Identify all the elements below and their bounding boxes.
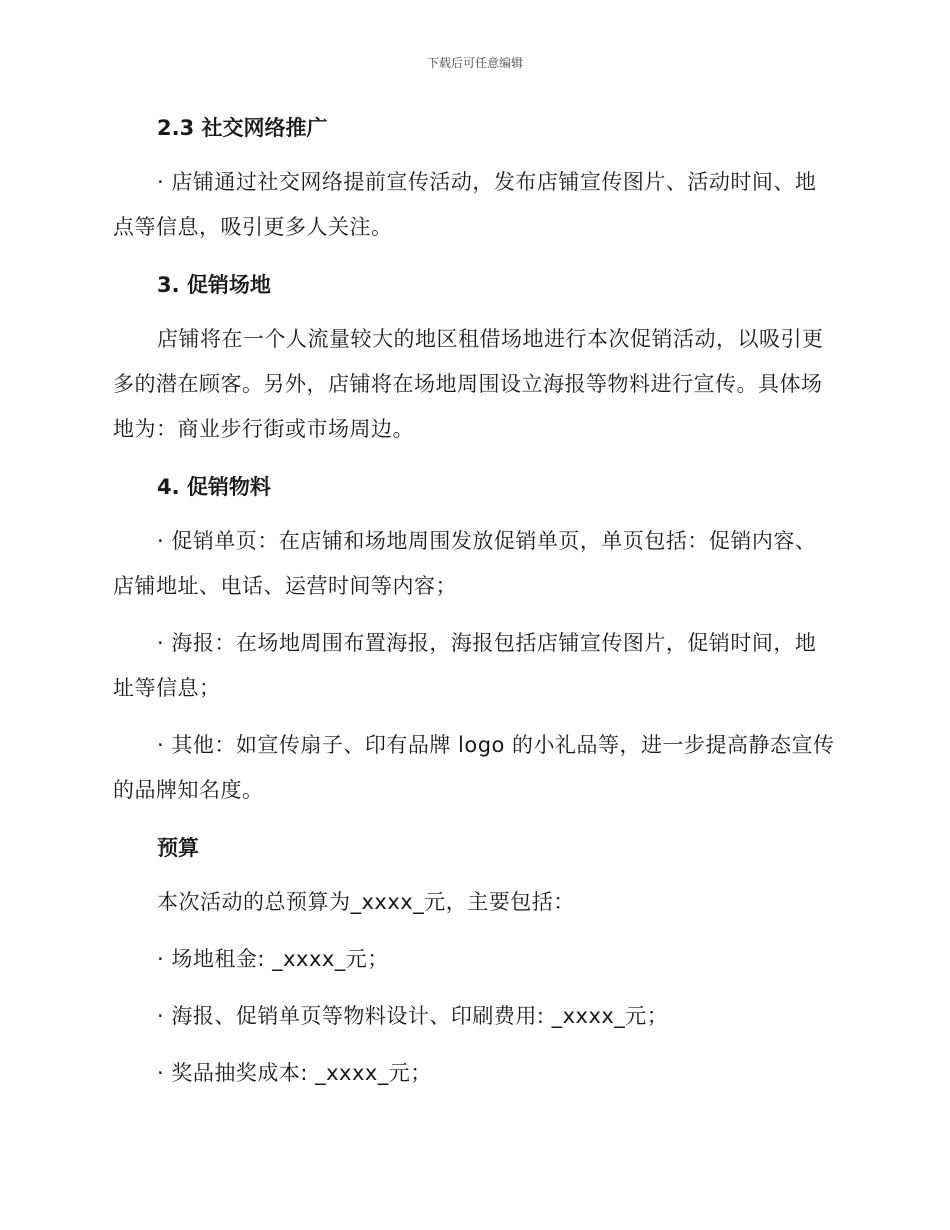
document-body <box>113 108 835 1096</box>
paragraph-other-materials: · 其他：如宣传扇子、印有品牌 logo 的小礼品等，进一步提高静态宣传的品牌知名度。 <box>113 733 835 802</box>
paragraph-social-network: · 店铺通过社交网络提前宣传活动，发布店铺宣传图片、活动时间、地点等信息，吸引更多人关注。 <box>113 170 817 239</box>
paragraph-posters: · 海报：在场地周围布置海报，海报包括店铺宣传图片，促销时间，地址等信息； <box>113 631 817 700</box>
section-heading-venue: 3. 促销场地 <box>157 273 271 297</box>
paragraph-budget-total: 本次活动的总预算为_xxxx_元，主要包括： <box>157 890 575 914</box>
paragraph-budget-prizes: · 奖品抽奖成本: _xxxx_元； <box>157 1061 432 1085</box>
paragraph-flyers: · 促销单页：在店铺和场地周围发放促销单页，单页包括：促销内容、店铺地址、电话、运营时间等内容； <box>113 529 817 598</box>
paragraph-venue: 店铺将在一个人流量较大的地区租借场地进行本次促销活动，以吸引更多的潜在顾客。另外，店铺将在场地周围设立海报等物料进行宣传。具体场地为：商业步行街或市场周边。 <box>113 327 824 441</box>
paragraph-budget-rent: · 场地租金: _xxxx_元； <box>157 947 389 971</box>
section-heading-social-network: 2.3 社交网络推广 <box>157 116 328 140</box>
section-heading-budget: 预算 <box>157 836 199 860</box>
paragraph-budget-printing: · 海报、促销单页等物料设计、印刷费用: _xxxx_元； <box>157 1004 669 1028</box>
page-header: 下载后可任意编辑 <box>426 56 523 70</box>
section-heading-materials: 4. 促销物料 <box>157 475 271 499</box>
